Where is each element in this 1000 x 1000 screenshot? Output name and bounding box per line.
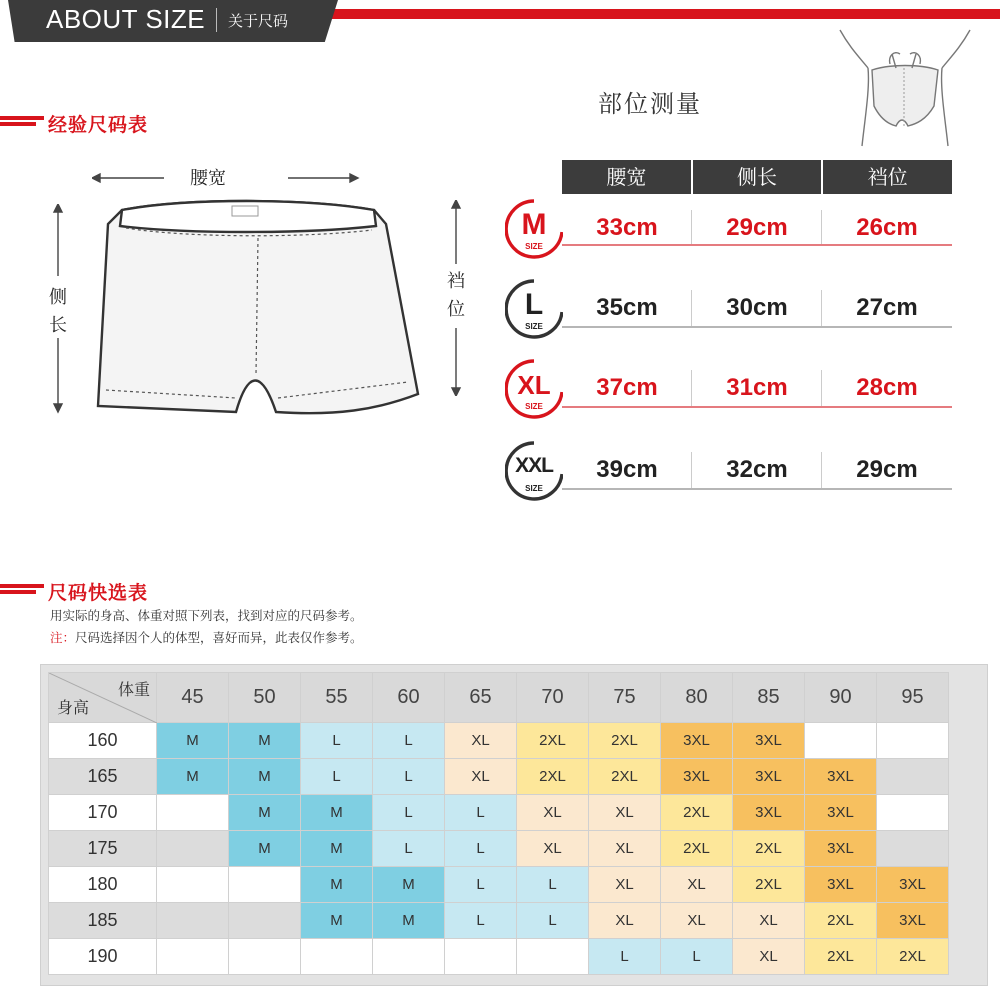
size-cell: L <box>373 795 445 831</box>
size-cell <box>805 723 877 759</box>
row-underline <box>562 244 952 246</box>
row-underline <box>562 406 952 408</box>
cell-side-length: 30cm <box>692 282 822 334</box>
height-cell: 190 <box>49 939 157 975</box>
size-cell <box>877 759 949 795</box>
section-title-experience: 经验尺码表 <box>48 113 149 136</box>
badge-label: L <box>524 288 544 321</box>
cell-side-length: 31cm <box>692 362 822 414</box>
size-cell <box>157 939 229 975</box>
badge-size-word: SIZE <box>525 402 543 411</box>
cell-crotch: 27cm <box>856 294 918 321</box>
waist-arrow <box>92 168 362 188</box>
size-cell: 3XL <box>805 831 877 867</box>
size-cell: 3XL <box>661 759 733 795</box>
waist-label: 腰宽 <box>190 168 226 189</box>
size-cell: 2XL <box>517 723 589 759</box>
section-heading-quick <box>0 578 148 604</box>
size-badge-l <box>505 278 563 344</box>
size-cell: XL <box>517 831 589 867</box>
note-text: 尺码选择因个人的体型，喜好而异，此表仅作参考。 <box>75 630 363 645</box>
section-title-quick: 尺码快选表 <box>48 581 149 604</box>
cell-side-length: 32cm <box>692 444 822 496</box>
cell-crotch: 26cm <box>856 214 918 241</box>
weight-header-cell: 65 <box>445 673 517 723</box>
size-cell: M <box>157 723 229 759</box>
note-lead: 注： <box>50 630 76 645</box>
shorts-illustration <box>86 194 436 444</box>
size-cell: XL <box>733 903 805 939</box>
size-cell: 3XL <box>805 795 877 831</box>
size-cell: L <box>373 759 445 795</box>
size-cell: 3XL <box>877 867 949 903</box>
table-row <box>49 831 949 867</box>
measurement-row-m <box>562 202 952 254</box>
height-cell: 170 <box>49 795 157 831</box>
size-cell: 3XL <box>733 759 805 795</box>
section-heading-experience <box>0 110 148 136</box>
size-cell: L <box>445 795 517 831</box>
weight-header-cell: 55 <box>301 673 373 723</box>
size-cell: 2XL <box>661 795 733 831</box>
size-cell: XL <box>445 759 517 795</box>
cell-crotch: 29cm <box>856 456 918 483</box>
size-cell: XL <box>589 795 661 831</box>
badge-label: XL <box>517 370 551 400</box>
badge-size-word: SIZE <box>525 484 543 493</box>
quick-description: 用实际的身高、体重对照下列表，找到对应的尺码参考。 <box>50 608 363 623</box>
header-red-line <box>330 9 1000 19</box>
size-cell: L <box>517 903 589 939</box>
size-cell <box>301 939 373 975</box>
size-cell <box>157 795 229 831</box>
height-cell: 160 <box>49 723 157 759</box>
badge-label: XXL <box>515 454 553 477</box>
size-cell <box>157 831 229 867</box>
size-cell <box>445 939 517 975</box>
table-row <box>49 903 949 939</box>
size-chart-table <box>48 672 949 975</box>
table-row <box>49 759 949 795</box>
size-cell <box>877 723 949 759</box>
measurement-header <box>562 160 952 194</box>
size-cell: M <box>301 867 373 903</box>
size-cell: XL <box>589 903 661 939</box>
size-cell: XL <box>661 867 733 903</box>
height-cell: 165 <box>49 759 157 795</box>
size-cell <box>877 795 949 831</box>
badge-size-word: SIZE <box>525 322 543 331</box>
size-cell <box>157 903 229 939</box>
size-cell: 3XL <box>805 759 877 795</box>
quick-note <box>50 628 363 646</box>
cell-waist: 33cm <box>562 202 692 254</box>
size-cell: 3XL <box>733 723 805 759</box>
size-cell: 2XL <box>517 759 589 795</box>
size-cell: L <box>445 831 517 867</box>
table-row <box>49 867 949 903</box>
size-cell: L <box>589 939 661 975</box>
weight-header-cell: 90 <box>805 673 877 723</box>
cell-side-length: 29cm <box>692 202 822 254</box>
size-cell: L <box>445 867 517 903</box>
size-badge-m <box>505 198 563 264</box>
table-row <box>49 795 949 831</box>
size-cell: XL <box>517 795 589 831</box>
weight-header-cell: 95 <box>877 673 949 723</box>
size-cell: XL <box>661 903 733 939</box>
weight-header-cell: 60 <box>373 673 445 723</box>
size-cell: 3XL <box>733 795 805 831</box>
size-cell: L <box>301 759 373 795</box>
size-cell <box>373 939 445 975</box>
measurement-title: 部位测量 <box>598 90 702 118</box>
size-cell: M <box>229 759 301 795</box>
height-cell: 185 <box>49 903 157 939</box>
size-cell: L <box>445 903 517 939</box>
size-cell: XL <box>589 831 661 867</box>
size-cell: M <box>157 759 229 795</box>
size-chart-body <box>49 723 949 975</box>
height-cell: 175 <box>49 831 157 867</box>
size-cell: 2XL <box>733 867 805 903</box>
weight-header-cell: 80 <box>661 673 733 723</box>
size-cell: L <box>517 867 589 903</box>
body-measure-illustration <box>830 28 980 148</box>
size-cell: L <box>373 831 445 867</box>
size-cell: M <box>301 795 373 831</box>
size-cell <box>157 867 229 903</box>
page-subtitle: 关于尺码 <box>228 12 289 30</box>
cell-waist: 37cm <box>562 362 692 414</box>
height-cell: 180 <box>49 867 157 903</box>
size-cell: 2XL <box>877 939 949 975</box>
size-cell: 2XL <box>589 723 661 759</box>
corner-cell <box>49 673 157 723</box>
row-underline <box>562 488 952 490</box>
size-cell: 2XL <box>589 759 661 795</box>
size-cell: 2XL <box>733 831 805 867</box>
badge-label: M <box>521 208 547 241</box>
heading-bars <box>0 116 44 130</box>
weight-header-cell: 50 <box>229 673 301 723</box>
size-cell: 3XL <box>805 867 877 903</box>
row-underline <box>562 326 952 328</box>
size-cell: 2XL <box>805 939 877 975</box>
size-cell: 3XL <box>661 723 733 759</box>
size-cell <box>229 903 301 939</box>
size-cell <box>229 867 301 903</box>
header-side-length: 侧长 <box>693 160 824 194</box>
size-cell: M <box>229 831 301 867</box>
cell-crotch: 28cm <box>856 374 918 401</box>
weight-header-cell: 85 <box>733 673 805 723</box>
size-cell: XL <box>733 939 805 975</box>
size-cell: M <box>301 903 373 939</box>
size-cell: XL <box>589 867 661 903</box>
size-cell: 2XL <box>805 903 877 939</box>
header-divider <box>216 8 217 32</box>
table-row <box>49 939 949 975</box>
weight-header-cell: 70 <box>517 673 589 723</box>
size-cell: M <box>373 903 445 939</box>
size-badge-xxl <box>505 440 563 506</box>
corner-height-label: 身高 <box>57 700 90 717</box>
size-cell: M <box>229 795 301 831</box>
size-cell: L <box>373 723 445 759</box>
weight-header-cell: 75 <box>589 673 661 723</box>
size-cell: 2XL <box>661 831 733 867</box>
crotch-label: 裆 位 <box>447 271 465 320</box>
cell-waist: 39cm <box>562 444 692 496</box>
page-title: ABOUT SIZE <box>46 4 206 34</box>
heading-bars <box>0 584 44 598</box>
size-cell: 3XL <box>877 903 949 939</box>
size-cell <box>877 831 949 867</box>
size-cell <box>517 939 589 975</box>
table-row <box>49 723 949 759</box>
size-cell: M <box>373 867 445 903</box>
size-cell: M <box>301 831 373 867</box>
size-cell: L <box>661 939 733 975</box>
weight-header-cell: 45 <box>157 673 229 723</box>
corner-weight-label: 体重 <box>117 682 150 699</box>
size-cell: L <box>301 723 373 759</box>
size-cell: M <box>229 723 301 759</box>
header-crotch: 裆位 <box>823 160 952 194</box>
size-badge-xl <box>505 358 563 424</box>
cell-waist: 35cm <box>562 282 692 334</box>
size-cell <box>229 939 301 975</box>
size-cell: XL <box>445 723 517 759</box>
side-length-label: 侧 长 <box>49 287 67 336</box>
weight-header-row <box>49 673 949 723</box>
header-waist: 腰宽 <box>562 160 693 194</box>
badge-size-word: SIZE <box>525 242 543 251</box>
